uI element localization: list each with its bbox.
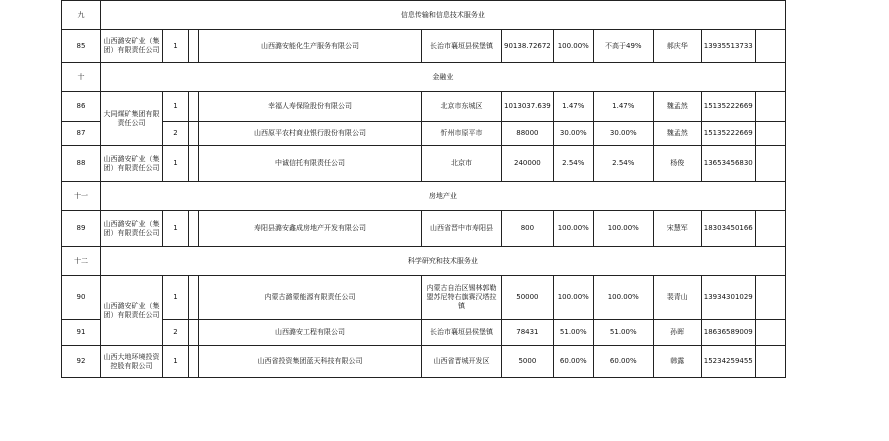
holding-ratio: 2.54% xyxy=(553,146,593,182)
blank-cell xyxy=(755,320,785,346)
holding-ratio: 100.00% xyxy=(553,211,593,247)
table-row xyxy=(62,276,786,320)
company-name: 幸福人寿保险股份有限公司 xyxy=(199,92,422,122)
location: 长治市襄垣县侯堡镇 xyxy=(422,320,502,346)
registered-capital: 800 xyxy=(502,211,554,247)
location: 北京市东城区 xyxy=(422,92,502,122)
sequence-number: 1 xyxy=(163,92,189,122)
contact-person: 孙晖 xyxy=(653,320,701,346)
blank-cell xyxy=(755,346,785,378)
table-row xyxy=(62,346,786,378)
owner-company: 山西潞安矿业（集团）有限责任公司 xyxy=(101,211,163,247)
section-title: 房地产业 xyxy=(101,182,786,211)
registered-capital: 88000 xyxy=(502,122,554,146)
row-number: 86 xyxy=(62,92,101,122)
spacer-cell xyxy=(189,276,199,320)
company-name: 寿阳县潞安鑫成房地产开发有限公司 xyxy=(199,211,422,247)
sequence-number: 1 xyxy=(163,346,189,378)
share-ratio: 1.47% xyxy=(593,92,653,122)
section-header-row xyxy=(62,247,786,276)
share-ratio: 2.54% xyxy=(593,146,653,182)
table-row xyxy=(62,320,786,346)
spacer-cell xyxy=(189,92,199,122)
spacer-cell xyxy=(189,320,199,346)
spacer-cell xyxy=(189,346,199,378)
sequence-number: 2 xyxy=(163,122,189,146)
contact-person: 韩露 xyxy=(653,346,701,378)
location: 山西省晋城开发区 xyxy=(422,346,502,378)
share-ratio: 30.00% xyxy=(593,122,653,146)
row-number: 91 xyxy=(62,320,101,346)
section-header-row xyxy=(62,1,786,30)
owner-company: 山西大地环境投资控股有限公司 xyxy=(101,346,163,378)
contact-person: 宋慧军 xyxy=(653,211,701,247)
spacer-cell xyxy=(189,30,199,63)
spacer-cell xyxy=(189,122,199,146)
share-ratio: 51.00% xyxy=(593,320,653,346)
location: 北京市 xyxy=(422,146,502,182)
table-row xyxy=(62,122,786,146)
blank-cell xyxy=(755,276,785,320)
holding-ratio: 100.00% xyxy=(553,30,593,63)
holding-ratio: 30.00% xyxy=(553,122,593,146)
section-title: 科学研究和技术服务业 xyxy=(101,247,786,276)
share-ratio: 100.00% xyxy=(593,211,653,247)
company-name: 山西潞安工程有限公司 xyxy=(199,320,422,346)
row-number: 89 xyxy=(62,211,101,247)
section-number: 九 xyxy=(62,1,101,30)
company-name: 山西原平农村商业银行股份有限公司 xyxy=(199,122,422,146)
contact-person: 郝庆华 xyxy=(653,30,701,63)
row-number: 88 xyxy=(62,146,101,182)
phone-number: 13653456830 xyxy=(701,146,755,182)
company-name: 中诚信托有限责任公司 xyxy=(199,146,422,182)
owner-company: 山西潞安矿业（集团）有限责任公司 xyxy=(101,30,163,63)
row-number: 87 xyxy=(62,122,101,146)
table-row xyxy=(62,92,786,122)
registered-capital: 50000 xyxy=(502,276,554,320)
blank-cell xyxy=(755,92,785,122)
section-number: 十二 xyxy=(62,247,101,276)
contact-person: 魏孟然 xyxy=(653,122,701,146)
table-row xyxy=(62,30,786,63)
table-row xyxy=(62,146,786,182)
sequence-number: 1 xyxy=(163,146,189,182)
section-title: 金融业 xyxy=(101,63,786,92)
registered-capital: 5000 xyxy=(502,346,554,378)
company-name: 山西省投资集团蓝天科技有限公司 xyxy=(199,346,422,378)
row-number: 90 xyxy=(62,276,101,320)
spacer-cell xyxy=(189,146,199,182)
owner-company: 山西潞安矿业（集团）有限责任公司 xyxy=(101,276,163,346)
sequence-number: 1 xyxy=(163,276,189,320)
phone-number: 13934301029 xyxy=(701,276,755,320)
blank-cell xyxy=(755,30,785,63)
owner-company: 山西潞安矿业（集团）有限责任公司 xyxy=(101,146,163,182)
blank-cell xyxy=(755,146,785,182)
section-header-row xyxy=(62,182,786,211)
share-ratio: 100.00% xyxy=(593,276,653,320)
phone-number: 15234259455 xyxy=(701,346,755,378)
section-header-row xyxy=(62,63,786,92)
blank-cell xyxy=(755,122,785,146)
enterprise-table xyxy=(61,0,786,378)
location: 长治市襄垣县侯堡镇 xyxy=(422,30,502,63)
owner-company: 大同煤矿集团有限责任公司 xyxy=(101,92,163,146)
share-ratio: 不高于49% xyxy=(593,30,653,63)
phone-number: 15135222669 xyxy=(701,122,755,146)
phone-number: 18303450166 xyxy=(701,211,755,247)
registered-capital: 1013037.639 xyxy=(502,92,554,122)
holding-ratio: 60.00% xyxy=(553,346,593,378)
holding-ratio: 1.47% xyxy=(553,92,593,122)
location: 忻州市原平市 xyxy=(422,122,502,146)
registered-capital: 90138.72672 xyxy=(502,30,554,63)
contact-person: 杨俊 xyxy=(653,146,701,182)
table-row xyxy=(62,211,786,247)
sequence-number: 1 xyxy=(163,211,189,247)
location: 山西省晋中市寿阳县 xyxy=(422,211,502,247)
phone-number: 15135222669 xyxy=(701,92,755,122)
section-number: 十一 xyxy=(62,182,101,211)
section-number: 十 xyxy=(62,63,101,92)
section-title: 信息传输和信息技术服务业 xyxy=(101,1,786,30)
contact-person: 魏孟然 xyxy=(653,92,701,122)
contact-person: 裴青山 xyxy=(653,276,701,320)
row-number: 92 xyxy=(62,346,101,378)
sequence-number: 1 xyxy=(163,30,189,63)
blank-cell xyxy=(755,211,785,247)
phone-number: 18636589009 xyxy=(701,320,755,346)
spacer-cell xyxy=(189,211,199,247)
location: 内蒙古自治区锡林郭勒盟苏尼特右旗赛汉塔拉镇 xyxy=(422,276,502,320)
registered-capital: 240000 xyxy=(502,146,554,182)
sequence-number: 2 xyxy=(163,320,189,346)
share-ratio: 60.00% xyxy=(593,346,653,378)
row-number: 85 xyxy=(62,30,101,63)
phone-number: 13935513733 xyxy=(701,30,755,63)
company-name: 内蒙古潞蒙能源有限责任公司 xyxy=(199,276,422,320)
company-name: 山西潞安能化生产服务有限公司 xyxy=(199,30,422,63)
holding-ratio: 51.00% xyxy=(553,320,593,346)
holding-ratio: 100.00% xyxy=(553,276,593,320)
registered-capital: 78431 xyxy=(502,320,554,346)
